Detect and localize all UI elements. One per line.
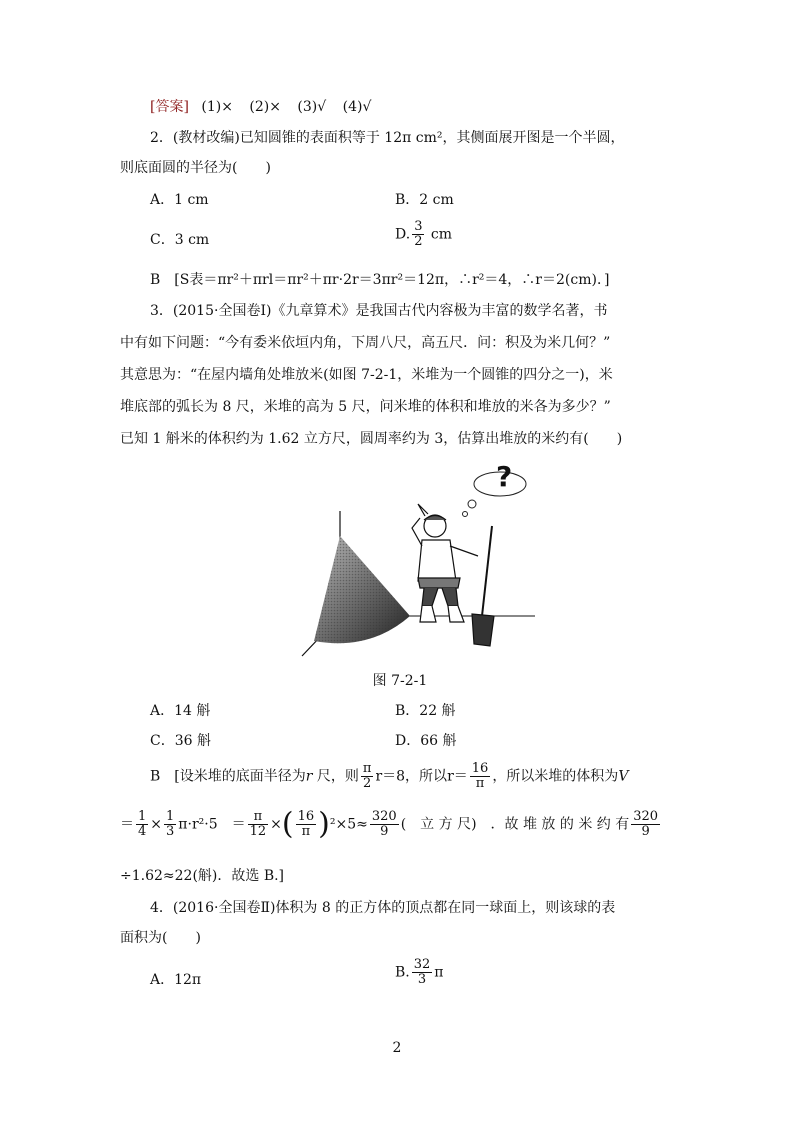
solution-text: ，所以米堆的体积为 [492, 768, 619, 785]
q3-stem-line2: 中有如下问题：“今有委米依垣内角，下周八尺，高五尺．问：积及为米几何？” [120, 335, 611, 351]
fraction-numerator: 320 [371, 809, 397, 824]
fraction-denominator: 12 [249, 824, 267, 839]
fraction [248, 810, 269, 839]
rice-pile-figure [300, 456, 540, 660]
fraction-numerator: 1 [138, 809, 147, 824]
fraction-denominator: 9 [641, 824, 650, 839]
solution-text: π [434, 964, 444, 981]
q2-option-b: B．2 cm [395, 192, 454, 208]
q2-option-a: A．1 cm [150, 192, 209, 208]
answer-item: (2)× [249, 99, 281, 115]
answer-line [150, 97, 371, 117]
fraction [470, 762, 491, 791]
page-number: 2 [392, 1040, 402, 1056]
fraction [361, 762, 374, 791]
fraction [296, 810, 317, 839]
solution-text: ＝ [120, 816, 134, 833]
answer-tag: [答案] [150, 99, 189, 115]
solution-text: r＝8，所以 [375, 768, 448, 785]
q2-option-d-unit: cm [430, 226, 453, 243]
fraction-denominator: 3 [417, 972, 427, 987]
fraction [164, 810, 176, 839]
solution-text: ( 立 方 尺) ．故 堆 放 的 米 约 有 [400, 816, 630, 833]
q3-stem-line4: 堆底部的弧长为 8 尺，米堆的高为 5 尺，问米堆的体积和堆放的米各为多少？” [120, 399, 611, 415]
q4-stem-line2: 面积为( ) [120, 930, 201, 946]
q3-option-d: D．66 斛 [395, 733, 457, 749]
variable: r [305, 768, 313, 785]
answer-item: (1)× [201, 99, 233, 115]
solution-text: π·r²·5 ＝ [178, 816, 246, 833]
q3-option-c: C．36 斛 [150, 733, 211, 749]
quarter-cone-texture [314, 536, 410, 643]
q3-stem-line5: 已知 1 斛米的体积约为 1.62 立方尺，圆周率约为 3，估算出堆放的米约有( ) [120, 431, 623, 447]
fraction-denominator: 9 [380, 824, 389, 839]
q2-stem-line1: 2．(教材改编)已知圆锥的表面积等于 12π cm²，其侧面展开图是一个半圆， [150, 130, 625, 146]
fraction-numerator: π [248, 810, 269, 825]
solution-text: 尺，则 [312, 768, 359, 785]
q4-option-b [395, 958, 444, 987]
fraction-numerator: 16 [471, 761, 489, 776]
q2-stem-line2: 则底面圆的半径为( ) [120, 160, 271, 176]
answer-item: (4)√ [342, 99, 372, 115]
question-mark-icon: ? [496, 460, 513, 493]
fraction-denominator: π [475, 776, 485, 791]
open-paren: ( [281, 806, 294, 842]
solution-text: ²×5≈ [329, 816, 368, 833]
fraction-numerator: 3 [414, 219, 423, 234]
fraction [412, 958, 433, 987]
q3-option-a: A．14 斛 [150, 703, 211, 719]
q2-option-d-label: D. [395, 226, 411, 243]
fraction [412, 220, 424, 249]
fraction-denominator: 3 [166, 824, 175, 839]
q4-stem-line1: 4．(2016·全国卷Ⅱ)体积为 8 的正方体的顶点都在同一球面上，则该球的表 [150, 900, 616, 916]
solution-text: × [270, 816, 282, 833]
q2-option-d [395, 220, 452, 249]
q3-stem-line1: 3．(2015·全国卷Ⅰ)《九章算术》是我国古代内容极为丰富的数学名著，书 [150, 303, 608, 319]
fraction-numerator: π [362, 761, 372, 776]
q3-option-b: B．22 斛 [395, 703, 456, 719]
fraction-numerator: 1 [166, 809, 175, 824]
fraction-denominator: 4 [138, 824, 147, 839]
fraction-denominator: 2 [414, 234, 423, 249]
fraction-denominator: π [301, 824, 311, 839]
q3-solution-line1 [150, 762, 628, 791]
fraction-numerator: 16 [297, 809, 315, 824]
q3-stem-line3: 其意思为：“在屋内墙角处堆放米(如图 7-2-1，米堆为一个圆锥的四分之一)，米 [120, 367, 613, 383]
answer-item: (3)√ [297, 99, 327, 115]
close-paren: ) [318, 806, 330, 842]
figure-caption: 图 7-2-1 [372, 673, 428, 689]
q2-solution: B [S表＝πr²＋πrl＝πr²＋πr·2r＝3πr²＝12π，∴r²＝4，∴r＝2(cm)．] [150, 272, 610, 288]
q3-solution-line2 [120, 806, 662, 842]
fraction [136, 810, 148, 839]
thought-bubble [468, 500, 476, 508]
fraction-numerator: 32 [413, 957, 431, 972]
solution-text: × [150, 816, 163, 833]
q4-option-a: A．12π [150, 972, 202, 988]
fraction-denominator: 2 [363, 776, 372, 791]
q3-solution-line3: ÷1.62≈22(斛)．故选 B.] [120, 868, 285, 884]
fraction [631, 810, 660, 839]
solution-text: r＝ [447, 768, 468, 785]
fraction-numerator: 320 [633, 809, 659, 824]
q2-option-c: C．3 cm [150, 232, 210, 248]
thought-bubble [463, 512, 468, 517]
man-illustration [412, 504, 494, 646]
q4-option-b-label: B. [395, 964, 410, 981]
fraction [370, 810, 399, 839]
variable: V [618, 768, 629, 785]
solution-text: B [设米堆的底面半径为 [150, 768, 306, 785]
